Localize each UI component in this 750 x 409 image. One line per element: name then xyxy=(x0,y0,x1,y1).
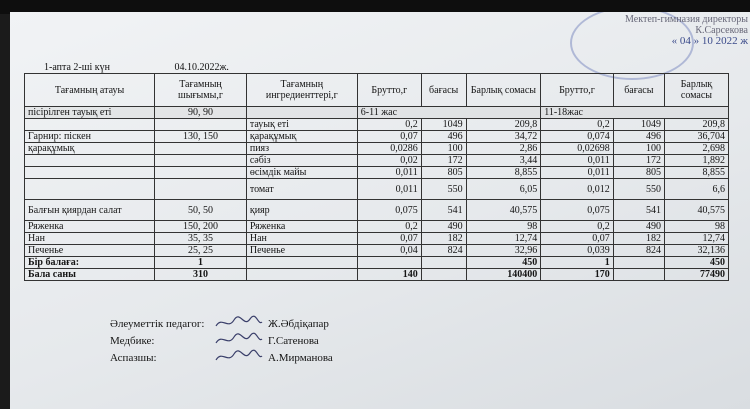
totals-row xyxy=(25,269,729,281)
approval-title: Мектеп-гимназия директоры xyxy=(625,14,748,25)
table-cell-p1: 182 xyxy=(421,233,466,245)
menu-header xyxy=(44,62,229,73)
table-cell-s1: 209,8 xyxy=(466,119,541,131)
table-cell-s2: 1,892 xyxy=(664,155,728,167)
table-row xyxy=(25,167,729,179)
table-cell-s2: 8,855 xyxy=(664,167,728,179)
totals-cell-b2: 1 xyxy=(541,257,614,269)
table-cell-yield xyxy=(155,119,247,131)
table-row xyxy=(25,245,729,257)
table-cell-p2: 805 xyxy=(613,167,664,179)
handwritten-signature-icon xyxy=(214,314,264,332)
table-cell-b2: 0,011 xyxy=(541,167,614,179)
table-cell-b1: 0,011 xyxy=(357,167,421,179)
age-group-row xyxy=(25,107,729,119)
totals-cell-p2 xyxy=(613,269,664,281)
totals-cell-p2 xyxy=(613,257,664,269)
table-cell-s2: 2,698 xyxy=(664,143,728,155)
table-cell-b2: 0,075 xyxy=(541,200,614,221)
approval-block xyxy=(558,14,748,47)
handwritten-signature-icon xyxy=(214,331,264,349)
col-brutto-1: Брутто,г xyxy=(357,74,421,107)
signature-role: Медбике: xyxy=(110,335,155,347)
yield-cell: 90, 90 xyxy=(155,107,247,119)
menu-date: 04.10.2022ж. xyxy=(174,62,229,73)
totals-cell-b2: 170 xyxy=(541,269,614,281)
table-cell-b2: 0,039 xyxy=(541,245,614,257)
table-cell-s2: 36,704 xyxy=(664,131,728,143)
table-row xyxy=(25,155,729,167)
table-cell-p1: 550 xyxy=(421,179,466,200)
col-total-2: Барлық сомасы xyxy=(664,74,728,107)
table-cell-b1: 0,075 xyxy=(357,200,421,221)
totals-cell xyxy=(246,269,357,281)
table-cell-s2: 6,6 xyxy=(664,179,728,200)
totals-cell-yield: 1 xyxy=(155,257,247,269)
table-cell-dish: Ряженка xyxy=(25,221,155,233)
table-cell-p2: 541 xyxy=(613,200,664,221)
age-group-2: 11-18жас xyxy=(541,107,729,119)
menu-table xyxy=(24,73,729,281)
table-cell-ingredient: Ряженка xyxy=(246,221,357,233)
table-cell-dish xyxy=(25,167,155,179)
totals-cell-b1: 140 xyxy=(357,269,421,281)
col-ingredients: Тағамның ингредиенттері,г xyxy=(246,74,357,107)
table-cell-b2: 0,2 xyxy=(541,119,614,131)
table-cell-s1: 8,855 xyxy=(466,167,541,179)
table-cell-p2: 490 xyxy=(613,221,664,233)
signature-role: Әлеуметтік педагог: xyxy=(110,318,205,330)
signature-name: Ж.Әбдіқапар xyxy=(268,318,329,330)
table-cell-b1: 0,011 xyxy=(357,179,421,200)
table-cell-b1: 0,07 xyxy=(357,233,421,245)
table-cell-yield: 35, 35 xyxy=(155,233,247,245)
table-cell-p2: 172 xyxy=(613,155,664,167)
table-cell-p1: 490 xyxy=(421,221,466,233)
table-cell-yield xyxy=(155,143,247,155)
totals-cell-p1 xyxy=(421,269,466,281)
table-cell-s1: 34,72 xyxy=(466,131,541,143)
col-price-2: бағасы xyxy=(613,74,664,107)
approval-date: « 04 » 10 2022 ж xyxy=(671,35,748,47)
approval-director: К.Сарсекова xyxy=(695,25,748,36)
signature-role: Аспазшы: xyxy=(110,352,157,364)
table-cell-p2: 824 xyxy=(613,245,664,257)
table-cell-s1: 12,74 xyxy=(466,233,541,245)
table-cell-p2: 496 xyxy=(613,131,664,143)
totals-row xyxy=(25,257,729,269)
totals-cell-label: Бала саны xyxy=(25,269,155,281)
totals-cell-b1 xyxy=(357,257,421,269)
week-day: 1-апта 2-ші күн xyxy=(44,62,110,73)
table-cell-yield xyxy=(155,179,247,200)
handwritten-signature-icon xyxy=(214,348,264,366)
table-cell-p1: 496 xyxy=(421,131,466,143)
table-cell-yield xyxy=(155,167,247,179)
table-row xyxy=(25,221,729,233)
table-cell-b2: 0,02698 xyxy=(541,143,614,155)
table-row xyxy=(25,200,729,221)
table-cell-yield xyxy=(155,155,247,167)
table-cell-b1: 0,07 xyxy=(357,131,421,143)
table-cell-s2: 32,136 xyxy=(664,245,728,257)
table-cell-s1: 32,96 xyxy=(466,245,541,257)
table-cell-dish: Гарнир: піскен xyxy=(25,131,155,143)
table-row xyxy=(25,233,729,245)
totals-cell-yield: 310 xyxy=(155,269,247,281)
table-cell-ingredient: Печенье xyxy=(246,245,357,257)
totals-cell-s1: 140400 xyxy=(466,269,541,281)
table-cell-p2: 100 xyxy=(613,143,664,155)
table-cell-p1: 1049 xyxy=(421,119,466,131)
col-price-1: бағасы xyxy=(421,74,466,107)
table-cell-p1: 172 xyxy=(421,155,466,167)
table-cell-dish xyxy=(25,119,155,131)
table-cell-yield: 150, 200 xyxy=(155,221,247,233)
table-cell-ingredient: қарақұмық xyxy=(246,131,357,143)
table-cell-b2: 0,2 xyxy=(541,221,614,233)
table-cell-p2: 550 xyxy=(613,179,664,200)
age-group-1: 6-11 жас xyxy=(357,107,540,119)
table-cell-s2: 209,8 xyxy=(664,119,728,131)
table-cell-p1: 805 xyxy=(421,167,466,179)
table-cell-ingredient: томат xyxy=(246,179,357,200)
table-cell-s2: 12,74 xyxy=(664,233,728,245)
signature-name: А.Мирманова xyxy=(268,352,333,364)
table-cell-ingredient: Нан xyxy=(246,233,357,245)
totals-cell-s1: 450 xyxy=(466,257,541,269)
table-cell-ingredient: сәбіз xyxy=(246,155,357,167)
table-cell-dish: Балғын қиярдан салат xyxy=(25,200,155,221)
table-cell-ingredient: тауық еті xyxy=(246,119,357,131)
table-cell-s1: 6,05 xyxy=(466,179,541,200)
totals-cell-s2: 450 xyxy=(664,257,728,269)
col-dish-name: Тағамның атауы xyxy=(25,74,155,107)
table-cell-b1: 0,2 xyxy=(357,119,421,131)
dish-cell: пісірілген тауық еті xyxy=(25,107,155,119)
table-cell-b2: 0,07 xyxy=(541,233,614,245)
table-cell-ingredient: пияз xyxy=(246,143,357,155)
table-cell-p2: 1049 xyxy=(613,119,664,131)
table-cell-ingredient: өсімдік майы xyxy=(246,167,357,179)
table-cell-dish xyxy=(25,155,155,167)
totals-cell xyxy=(246,257,357,269)
table-row xyxy=(25,179,729,200)
table-cell-s2: 40,575 xyxy=(664,200,728,221)
table-cell-b2: 0,074 xyxy=(541,131,614,143)
table-cell-p1: 541 xyxy=(421,200,466,221)
table-cell-p1: 824 xyxy=(421,245,466,257)
table-cell-b1: 0,2 xyxy=(357,221,421,233)
col-brutto-2: Брутто,г xyxy=(541,74,614,107)
table-cell-dish: Нан xyxy=(25,233,155,245)
table-cell-yield: 50, 50 xyxy=(155,200,247,221)
table-cell-b1: 0,0286 xyxy=(357,143,421,155)
table-cell-dish: Печенье xyxy=(25,245,155,257)
totals-cell-s2: 77490 xyxy=(664,269,728,281)
col-total-1: Барлық сомасы xyxy=(466,74,541,107)
col-yield: Тағамның шығымы,г xyxy=(155,74,247,107)
table-cell-yield: 25, 25 xyxy=(155,245,247,257)
table-row xyxy=(25,143,729,155)
table-cell-s1: 98 xyxy=(466,221,541,233)
table-cell-b2: 0,012 xyxy=(541,179,614,200)
table-cell-b1: 0,04 xyxy=(357,245,421,257)
totals-cell-p1 xyxy=(421,257,466,269)
table-cell-s1: 3,44 xyxy=(466,155,541,167)
table-cell-b2: 0,011 xyxy=(541,155,614,167)
table-cell-dish: қарақұмық xyxy=(25,143,155,155)
table-cell-s1: 40,575 xyxy=(466,200,541,221)
table-cell-p2: 182 xyxy=(613,233,664,245)
table-row xyxy=(25,119,729,131)
table-cell-s2: 98 xyxy=(664,221,728,233)
ingredient-cell xyxy=(246,107,357,119)
table-cell-s1: 2,86 xyxy=(466,143,541,155)
totals-cell-label: Бір балаға: xyxy=(25,257,155,269)
column-header-row xyxy=(25,74,729,107)
table-cell-p1: 100 xyxy=(421,143,466,155)
table-cell-ingredient: қияр xyxy=(246,200,357,221)
table-cell-dish xyxy=(25,179,155,200)
signature-name: Г.Сатенова xyxy=(268,335,319,347)
table-cell-yield: 130, 150 xyxy=(155,131,247,143)
table-cell-b1: 0,02 xyxy=(357,155,421,167)
table-row xyxy=(25,131,729,143)
